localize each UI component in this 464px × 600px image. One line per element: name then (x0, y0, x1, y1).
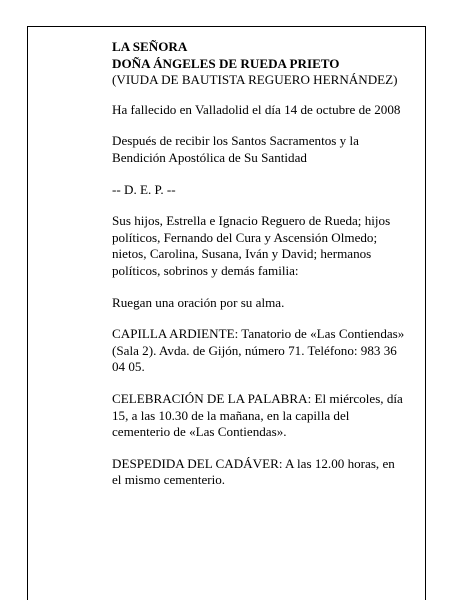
text-line: Sus hijos, Estrella e Ignacio Reguero de Rueda; hijos (112, 213, 391, 229)
text-line: políticos, Fernando del Cura y Ascensión Olmedo; (112, 229, 378, 245)
death-announcement (112, 102, 442, 119)
text-line: CELEBRACIÓN DE LA PALABRA: El miércoles, día (112, 390, 403, 406)
sacraments-paragraph (112, 133, 442, 166)
family-paragraph (112, 213, 442, 279)
text-line: Después de recibir los Santos Sacramentos y la (112, 133, 359, 149)
heading-title: LA SEÑORA (112, 39, 188, 54)
deceased-name: DOÑA ÁNGELES DE RUEDA PRIETO (112, 55, 340, 71)
text-line: el mismo cementerio. (112, 472, 226, 488)
text-line: -- D. E. P. -- (112, 181, 176, 197)
text-line: Ha fallecido en Valladolid el día 14 de octubre de 2008 (112, 101, 401, 117)
text-line: 15, a las 10.30 de la mañana, en la capilla del (112, 407, 350, 423)
prayer-request (112, 295, 442, 312)
text-line: 04 05. (112, 359, 145, 375)
text-line: nietos, Carolina, Susana, Iván y David; hermanos (112, 246, 372, 262)
text-line: cementerio de «Las Contiendas». (112, 424, 287, 440)
text-line: CAPILLA ARDIENTE: Tanatorio de «Las Contiendas» (112, 326, 405, 342)
text-line: políticos, sobrinos y demás familia: (112, 262, 299, 278)
celebration-info (112, 391, 442, 441)
text-line: (Sala 2). Avda. de Gijón, número 71. Teléfono: 983 36 (112, 342, 397, 358)
farewell-info (112, 456, 442, 489)
heading-block (112, 39, 442, 89)
text-line: Bendición Apostólica de Su Santidad (112, 149, 307, 165)
widow-of-line: (VIUDA DE BAUTISTA REGUERO HERNÁNDEZ) (112, 72, 398, 88)
funeral-chapel-info (112, 326, 442, 376)
obituary-text (112, 39, 442, 504)
text-line: DESPEDIDA DEL CADÁVER: A las 12.00 horas, en (112, 455, 395, 471)
rip-line (112, 182, 442, 199)
text-line: Ruegan una oración por su alma. (112, 294, 285, 310)
